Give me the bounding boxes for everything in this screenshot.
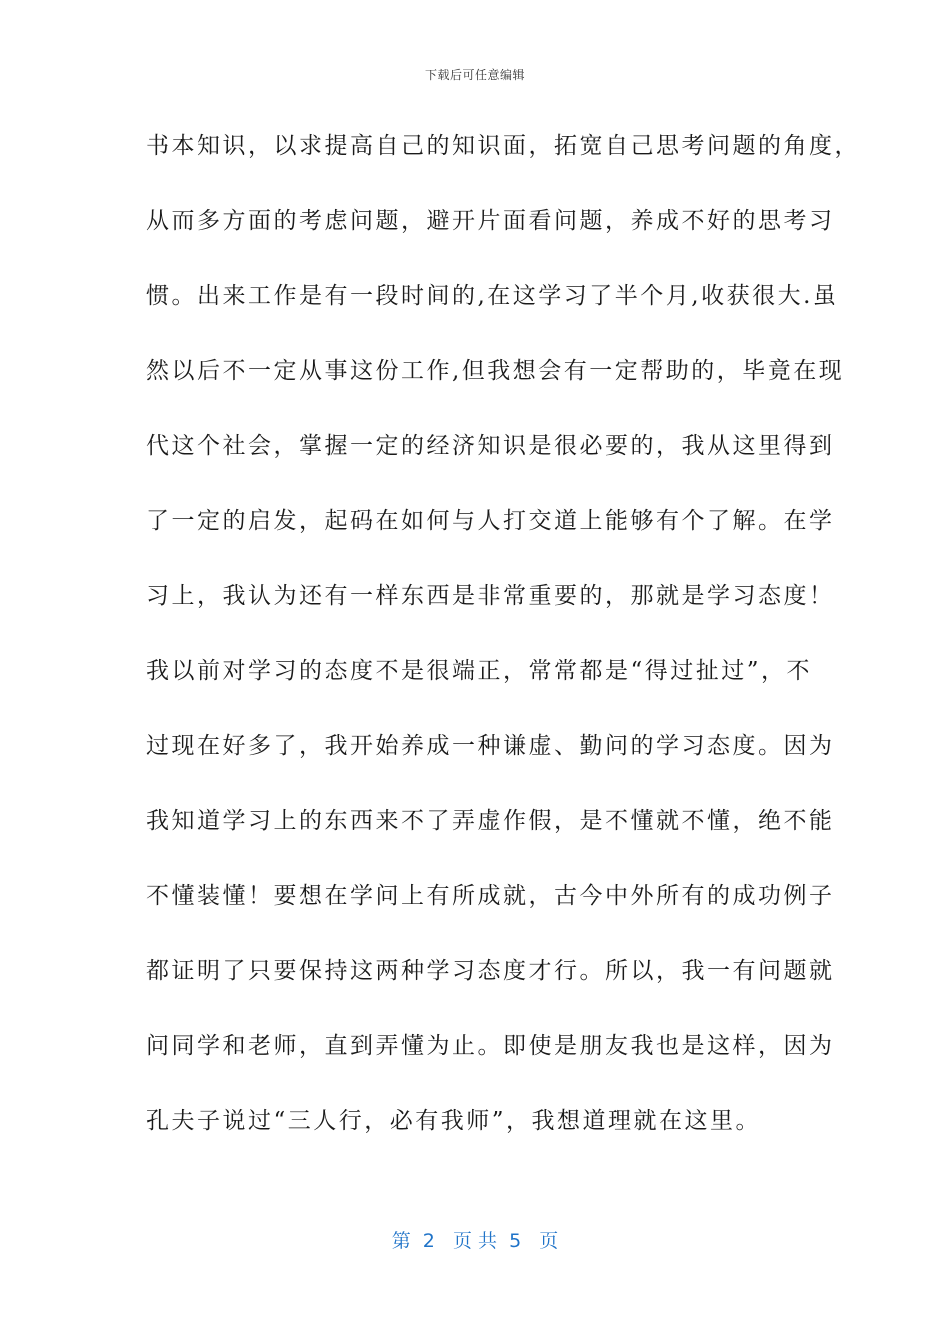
text-line-1: 书本知识，以求提高自己的知识面，拓宽自己思考问题的角度， bbox=[146, 133, 860, 159]
text-line-9: 过现在好多了，我开始养成一种谦虚、勤问的学习态度。因为 bbox=[146, 733, 835, 759]
text-line-6: 了一定的启发，起码在如何与人打交道上能够有个了解。在学 bbox=[146, 508, 835, 534]
text-line-4: 然以后不一定从事这份工作,但我想会有一定帮助的，毕竟在现 bbox=[146, 358, 845, 384]
text-line-8: 我以前对学习的态度不是很端正，常常都是“得过扯过”，不 bbox=[146, 658, 813, 684]
page-number-footer: 第 2 页 共 5 页 bbox=[391, 1230, 559, 1252]
text-line-2: 从而多方面的考虑问题，避开片面看问题，养成不好的思考习 bbox=[146, 208, 835, 234]
header-note: 下载后可任意编辑 bbox=[424, 68, 525, 82]
text-line-12: 都证明了只要保持这两种学习态度才行。所以，我一有问题就 bbox=[146, 958, 835, 984]
text-line-3: 惯。出来工作是有一段时间的,在这学习了半个月,收获很大.虽 bbox=[146, 283, 839, 309]
text-line-5: 代这个社会，掌握一定的经济知识是很必要的，我从这里得到 bbox=[146, 433, 835, 459]
text-line-11: 不懂装懂！要想在学问上有所成就，古今中外所有的成功例子 bbox=[146, 883, 835, 909]
text-line-7: 习上，我认为还有一样东西是非常重要的，那就是学习态度！ bbox=[146, 583, 835, 609]
document-body bbox=[146, 120, 860, 1170]
text-line-10: 我知道学习上的东西来不了弄虚作假，是不懂就不懂，绝不能 bbox=[146, 808, 835, 834]
text-line-14: 孔夫子说过“三人行，必有我师”，我想道理就在这里。 bbox=[146, 1108, 762, 1134]
text-line-13: 问同学和老师，直到弄懂为止。即使是朋友我也是这样，因为 bbox=[146, 1033, 835, 1059]
